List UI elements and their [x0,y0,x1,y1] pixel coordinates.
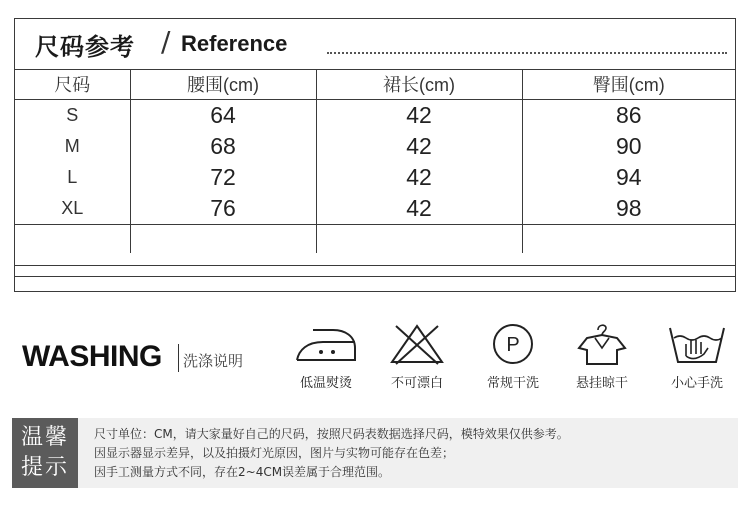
title-separator: / [161,25,171,58]
header-length: 裙长(cm) [316,69,522,100]
header-size: 尺码 [15,69,130,100]
dotted-rule [327,52,727,54]
washing-subtitle: 洗涤说明 [183,352,244,370]
table-row [15,131,735,162]
length-cell: 42 [316,193,522,225]
table-row [15,193,735,225]
reminder-tag [12,418,78,488]
wash-label: 低温熨烫 [299,376,352,391]
table-row [15,162,735,193]
table-row [15,100,735,132]
size-chart-title-cn: 尺码参考 [35,33,135,61]
header-waist: 腰围(cm) [130,69,316,100]
hip-cell: 94 [615,164,642,190]
reminder-line: 尺寸单位：CM，请大家量好自己的尺码，按照尺码表数据选择尺码，模特效果仅供参考。 [94,427,569,441]
no-bleach-icon [384,320,450,366]
size-table [15,69,735,253]
size-chart [14,18,736,292]
header-hip: 臀围(cm) [522,69,735,100]
hand-wash-icon [664,320,730,366]
wash-label: 不可漂白 [390,376,443,391]
dry-clean-p-icon [480,320,546,366]
size-cell: L [15,162,130,193]
size-chart-title-en: Reference [181,31,288,56]
wash-label: 常规干洗 [486,376,539,391]
wash-item-hang [557,320,647,391]
svg-text:P: P [506,334,520,356]
reminder-line: 因手工测量方式不同，存在2~4CM误差属于合理范围。 [94,465,391,479]
washing-divider [178,344,179,372]
table-row-empty [15,225,735,254]
hang-dry-icon [569,320,635,366]
table-header-row [15,69,735,100]
wash-item-bleach [372,320,462,391]
reminder-line: 因显示器显示差异，以及拍摄灯光原因，图片与实物可能存在色差； [94,446,455,460]
length-cell: 42 [316,162,522,193]
waist-cell: 72 [130,162,316,193]
length-cell: 42 [316,131,522,162]
size-cell: XL [15,193,130,225]
wash-item-handwash [652,320,742,391]
waist-cell: 64 [130,100,316,132]
size-chart-title-row [15,19,735,70]
wash-label: 悬挂晾干 [575,376,628,391]
size-cell: S [15,100,130,132]
washing-title: WASHING [22,340,162,373]
waist-cell: 76 [130,193,316,225]
iron-low-temp-icon [293,320,359,366]
table-footer-lines [15,265,735,292]
hip-cell: 98 [615,195,642,221]
reminder-panel [12,418,738,488]
waist-cell: 68 [130,131,316,162]
wash-item-dryclean [468,320,558,391]
reminder-lines [94,425,569,482]
wash-item-iron [281,320,371,391]
size-cell: M [15,131,130,162]
wash-label: 小心手洗 [670,376,723,391]
length-cell: 42 [316,100,522,132]
reminder-tag-line1: 温馨 [20,425,69,450]
reminder-tag-line2: 提示 [20,455,69,480]
hip-cell: 90 [615,133,642,159]
hip-cell: 86 [615,102,642,128]
